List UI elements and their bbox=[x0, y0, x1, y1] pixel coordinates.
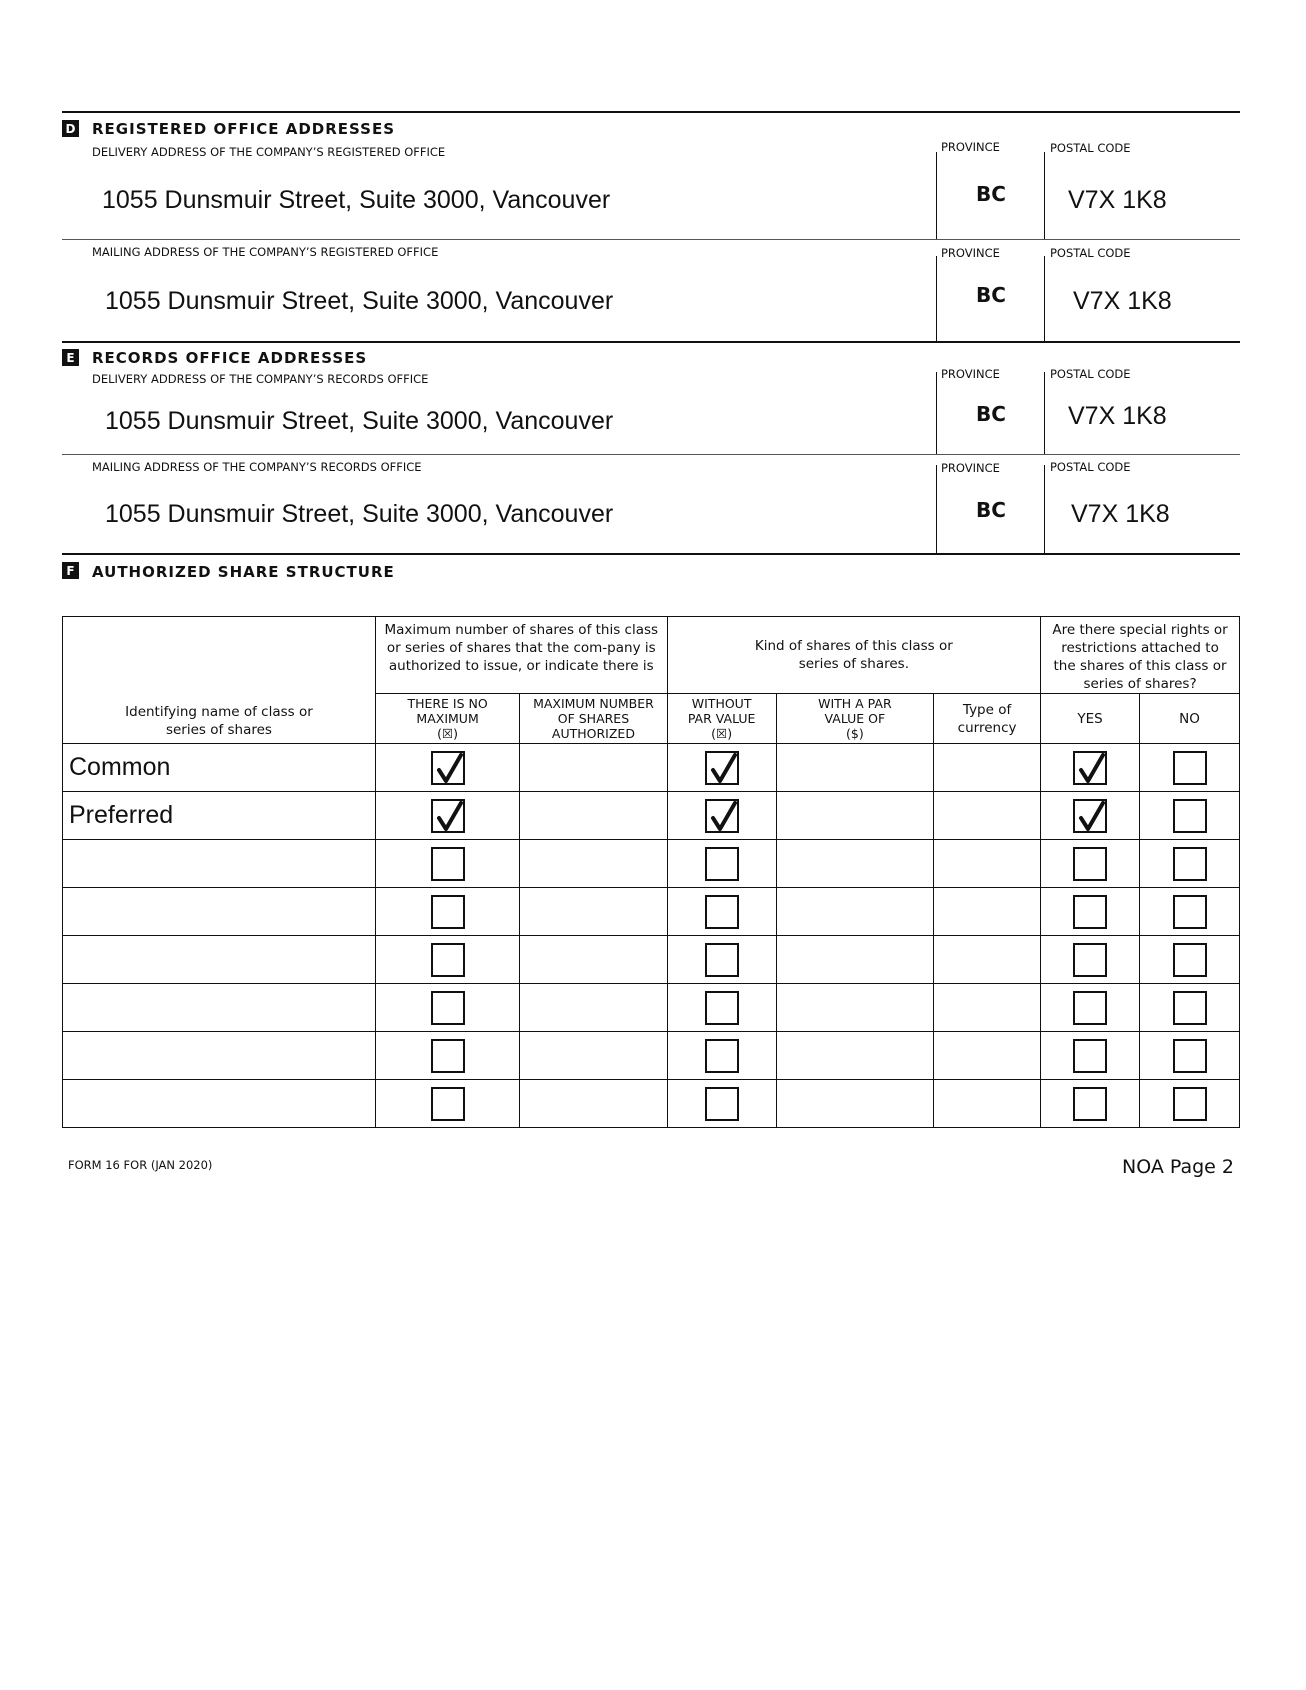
max-number-header: MAXIMUM NUMBER OF SHARES AUTHORIZED bbox=[520, 694, 667, 744]
special-rights-no-checkbox[interactable] bbox=[1173, 799, 1207, 833]
par-value[interactable] bbox=[776, 888, 933, 936]
table-row bbox=[63, 840, 1240, 888]
kind-of-shares-header: Kind of shares of this class or series of shares. bbox=[667, 617, 1040, 694]
par-value[interactable] bbox=[776, 744, 933, 792]
section-d-title: REGISTERED OFFICE ADDRESSES bbox=[92, 120, 396, 138]
without-par-value-checkbox[interactable] bbox=[705, 943, 739, 977]
special-rights-yes-checkbox[interactable] bbox=[1073, 1087, 1107, 1121]
max-shares-authorized[interactable] bbox=[520, 1032, 667, 1080]
without-par-value-checkbox[interactable] bbox=[705, 895, 739, 929]
special-rights-no-cell bbox=[1140, 1032, 1240, 1080]
special-rights-yes-checkbox[interactable] bbox=[1073, 943, 1107, 977]
no-maximum-checkbox[interactable] bbox=[431, 895, 465, 929]
no-maximum-checkbox[interactable] bbox=[431, 1087, 465, 1121]
no-maximum-checkbox[interactable] bbox=[431, 847, 465, 881]
records-delivery-label: DELIVERY ADDRESS OF THE COMPANY’S RECORDS OFFICE bbox=[92, 372, 429, 386]
postal-divider bbox=[1044, 152, 1045, 239]
no-maximum-cell bbox=[375, 1080, 519, 1128]
table-row bbox=[63, 744, 1240, 792]
currency-type[interactable] bbox=[934, 1032, 1041, 1080]
province-label: PROVINCE bbox=[941, 246, 1000, 260]
special-rights-no-cell bbox=[1140, 840, 1240, 888]
special-rights-yes-checkbox[interactable] bbox=[1073, 751, 1107, 785]
special-rights-yes-cell bbox=[1041, 1080, 1140, 1128]
special-rights-yes-checkbox[interactable] bbox=[1073, 991, 1107, 1025]
special-rights-yes-checkbox[interactable] bbox=[1073, 1039, 1107, 1073]
records-mailing-label: MAILING ADDRESS OF THE COMPANY’S RECORDS OFFICE bbox=[92, 460, 422, 474]
without-par-value-checkbox[interactable] bbox=[705, 847, 739, 881]
postal-code-label: POSTAL CODE bbox=[1050, 246, 1131, 260]
special-rights-no-checkbox[interactable] bbox=[1173, 991, 1207, 1025]
currency-type[interactable] bbox=[934, 792, 1041, 840]
province-divider bbox=[936, 465, 937, 554]
no-maximum-checkbox[interactable] bbox=[431, 991, 465, 1025]
share-class-name[interactable] bbox=[63, 936, 376, 984]
page-number: NOA Page 2 bbox=[1122, 1156, 1234, 1178]
without-par-value-checkbox[interactable] bbox=[705, 799, 739, 833]
no-header: NO bbox=[1140, 694, 1240, 744]
without-par-value-cell bbox=[667, 744, 776, 792]
section-f-badge: F bbox=[62, 562, 79, 579]
max-shares-authorized[interactable] bbox=[520, 744, 667, 792]
section-d-badge: D bbox=[62, 120, 79, 137]
no-maximum-cell bbox=[375, 840, 519, 888]
without-par-header: WITHOUT PAR VALUE (☒) bbox=[667, 694, 776, 744]
share-class-name[interactable] bbox=[63, 984, 376, 1032]
registered-mailing-address[interactable]: 1055 Dunsmuir Street, Suite 3000, Vancouver bbox=[105, 287, 614, 315]
without-par-value-checkbox[interactable] bbox=[705, 991, 739, 1025]
no-maximum-header: THERE IS NO MAXIMUM (☒) bbox=[375, 694, 519, 744]
par-value[interactable] bbox=[776, 1080, 933, 1128]
without-par-value-checkbox[interactable] bbox=[705, 1087, 739, 1121]
special-rights-no-checkbox[interactable] bbox=[1173, 751, 1207, 785]
max-shares-authorized[interactable] bbox=[520, 792, 667, 840]
no-maximum-checkbox[interactable] bbox=[431, 751, 465, 785]
section-e-badge: E bbox=[62, 349, 79, 366]
divider bbox=[62, 454, 1240, 455]
without-par-value-cell bbox=[667, 1080, 776, 1128]
without-par-value-checkbox[interactable] bbox=[705, 751, 739, 785]
without-par-value-cell bbox=[667, 936, 776, 984]
max-shares-authorized[interactable] bbox=[520, 840, 667, 888]
registered-mailing-label: MAILING ADDRESS OF THE COMPANY’S REGISTERED OFFICE bbox=[92, 245, 439, 259]
special-rights-yes-cell bbox=[1041, 1032, 1140, 1080]
divider bbox=[62, 239, 1240, 240]
postal-divider bbox=[1044, 372, 1045, 454]
max-shares-authorized[interactable] bbox=[520, 984, 667, 1032]
registered-delivery-label: DELIVERY ADDRESS OF THE COMPANY’S REGISTERED OFFICE bbox=[92, 145, 446, 159]
no-maximum-checkbox[interactable] bbox=[431, 943, 465, 977]
form-id: FORM 16 FOR (JAN 2020) bbox=[68, 1158, 213, 1172]
without-par-value-cell bbox=[667, 888, 776, 936]
special-rights-no-cell bbox=[1140, 984, 1240, 1032]
par-value[interactable] bbox=[776, 936, 933, 984]
share-class-name[interactable] bbox=[63, 1080, 376, 1128]
currency-type[interactable] bbox=[934, 1080, 1041, 1128]
special-rights-no-checkbox[interactable] bbox=[1173, 895, 1207, 929]
postal-divider bbox=[1044, 256, 1045, 342]
registered-mailing-postal[interactable]: V7X 1K8 bbox=[1073, 287, 1172, 315]
special-rights-no-cell bbox=[1140, 744, 1240, 792]
records-mailing-postal[interactable]: V7X 1K8 bbox=[1071, 500, 1170, 528]
no-maximum-cell bbox=[375, 936, 519, 984]
records-delivery-province[interactable]: BC bbox=[976, 402, 1006, 426]
special-rights-yes-cell bbox=[1041, 984, 1140, 1032]
postal-code-label: POSTAL CODE bbox=[1050, 460, 1131, 474]
section-d-top-rule bbox=[62, 111, 1240, 113]
currency-type[interactable] bbox=[934, 888, 1041, 936]
par-value[interactable] bbox=[776, 1032, 933, 1080]
province-divider bbox=[936, 256, 937, 342]
special-rights-yes-cell bbox=[1041, 936, 1140, 984]
section-e-title: RECORDS OFFICE ADDRESSES bbox=[92, 349, 368, 367]
max-shares-header: Maximum number of shares of this class or series of shares that the com-pany is authorized to issue, or indicate there is bbox=[375, 617, 667, 694]
table-row bbox=[63, 936, 1240, 984]
without-par-value-cell bbox=[667, 840, 776, 888]
with-par-header: WITH A PAR VALUE OF ($) bbox=[776, 694, 933, 744]
special-rights-yes-cell bbox=[1041, 744, 1140, 792]
special-rights-header: Are there special rights or restrictions attached to the shares of this class or series of shares? bbox=[1041, 617, 1240, 694]
max-shares-authorized[interactable] bbox=[520, 936, 667, 984]
registered-delivery-address[interactable]: 1055 Dunsmuir Street, Suite 3000, Vancouver bbox=[102, 186, 611, 214]
par-value[interactable] bbox=[776, 840, 933, 888]
yes-header: YES bbox=[1041, 694, 1140, 744]
without-par-value-cell bbox=[667, 792, 776, 840]
currency-type[interactable] bbox=[934, 840, 1041, 888]
no-maximum-checkbox[interactable] bbox=[431, 799, 465, 833]
province-label: PROVINCE bbox=[941, 367, 1000, 381]
currency-header: Type of currency bbox=[934, 694, 1041, 744]
special-rights-no-cell bbox=[1140, 936, 1240, 984]
special-rights-yes-checkbox[interactable] bbox=[1073, 847, 1107, 881]
records-mailing-province[interactable]: BC bbox=[976, 498, 1006, 522]
no-maximum-cell bbox=[375, 1032, 519, 1080]
identifying-name-header: Identifying name of class or series of shares bbox=[63, 617, 376, 744]
special-rights-no-cell bbox=[1140, 1080, 1240, 1128]
no-maximum-cell bbox=[375, 792, 519, 840]
section-e-top-rule bbox=[62, 341, 1240, 343]
table-row bbox=[63, 792, 1240, 840]
special-rights-yes-checkbox[interactable] bbox=[1073, 895, 1107, 929]
currency-type[interactable] bbox=[934, 744, 1041, 792]
max-shares-authorized[interactable] bbox=[520, 888, 667, 936]
special-rights-no-checkbox[interactable] bbox=[1173, 1039, 1207, 1073]
share-class-name[interactable]: Preferred bbox=[63, 792, 376, 840]
table-row bbox=[63, 1080, 1240, 1128]
share-class-name[interactable]: Common bbox=[63, 744, 376, 792]
special-rights-yes-cell bbox=[1041, 792, 1140, 840]
table-row bbox=[63, 1032, 1240, 1080]
no-maximum-checkbox[interactable] bbox=[431, 1039, 465, 1073]
currency-type[interactable] bbox=[934, 936, 1041, 984]
special-rights-yes-cell bbox=[1041, 888, 1140, 936]
province-label: PROVINCE bbox=[941, 461, 1000, 475]
special-rights-no-checkbox[interactable] bbox=[1173, 1087, 1207, 1121]
table-row bbox=[63, 984, 1240, 1032]
without-par-value-checkbox[interactable] bbox=[705, 1039, 739, 1073]
records-delivery-address[interactable]: 1055 Dunsmuir Street, Suite 3000, Vancouver bbox=[105, 407, 614, 435]
section-f-title: AUTHORIZED SHARE STRUCTURE bbox=[92, 563, 395, 581]
registered-delivery-postal[interactable]: V7X 1K8 bbox=[1068, 186, 1167, 214]
max-shares-authorized[interactable] bbox=[520, 1080, 667, 1128]
par-value[interactable] bbox=[776, 792, 933, 840]
registered-delivery-province[interactable]: BC bbox=[976, 182, 1006, 206]
currency-type[interactable] bbox=[934, 984, 1041, 1032]
without-par-value-cell bbox=[667, 984, 776, 1032]
par-value[interactable] bbox=[776, 984, 933, 1032]
registered-mailing-province[interactable]: BC bbox=[976, 283, 1006, 307]
province-divider bbox=[936, 372, 937, 454]
records-mailing-address[interactable]: 1055 Dunsmuir Street, Suite 3000, Vancouver bbox=[105, 500, 614, 528]
share-structure-table bbox=[62, 616, 1240, 1128]
share-class-name[interactable] bbox=[63, 888, 376, 936]
no-maximum-cell bbox=[375, 744, 519, 792]
province-divider bbox=[936, 152, 937, 239]
special-rights-yes-checkbox[interactable] bbox=[1073, 799, 1107, 833]
postal-code-label: POSTAL CODE bbox=[1050, 367, 1131, 381]
no-maximum-cell bbox=[375, 888, 519, 936]
postal-divider bbox=[1044, 465, 1045, 554]
records-delivery-postal[interactable]: V7X 1K8 bbox=[1068, 402, 1167, 430]
province-label: PROVINCE bbox=[941, 140, 1000, 154]
share-class-name[interactable] bbox=[63, 1032, 376, 1080]
special-rights-no-cell bbox=[1140, 792, 1240, 840]
special-rights-yes-cell bbox=[1041, 840, 1140, 888]
share-class-name[interactable] bbox=[63, 840, 376, 888]
special-rights-no-cell bbox=[1140, 888, 1240, 936]
special-rights-no-checkbox[interactable] bbox=[1173, 943, 1207, 977]
special-rights-no-checkbox[interactable] bbox=[1173, 847, 1207, 881]
postal-code-label: POSTAL CODE bbox=[1050, 141, 1131, 155]
section-e-bottom-rule bbox=[62, 553, 1240, 555]
table-row bbox=[63, 888, 1240, 936]
no-maximum-cell bbox=[375, 984, 519, 1032]
without-par-value-cell bbox=[667, 1032, 776, 1080]
